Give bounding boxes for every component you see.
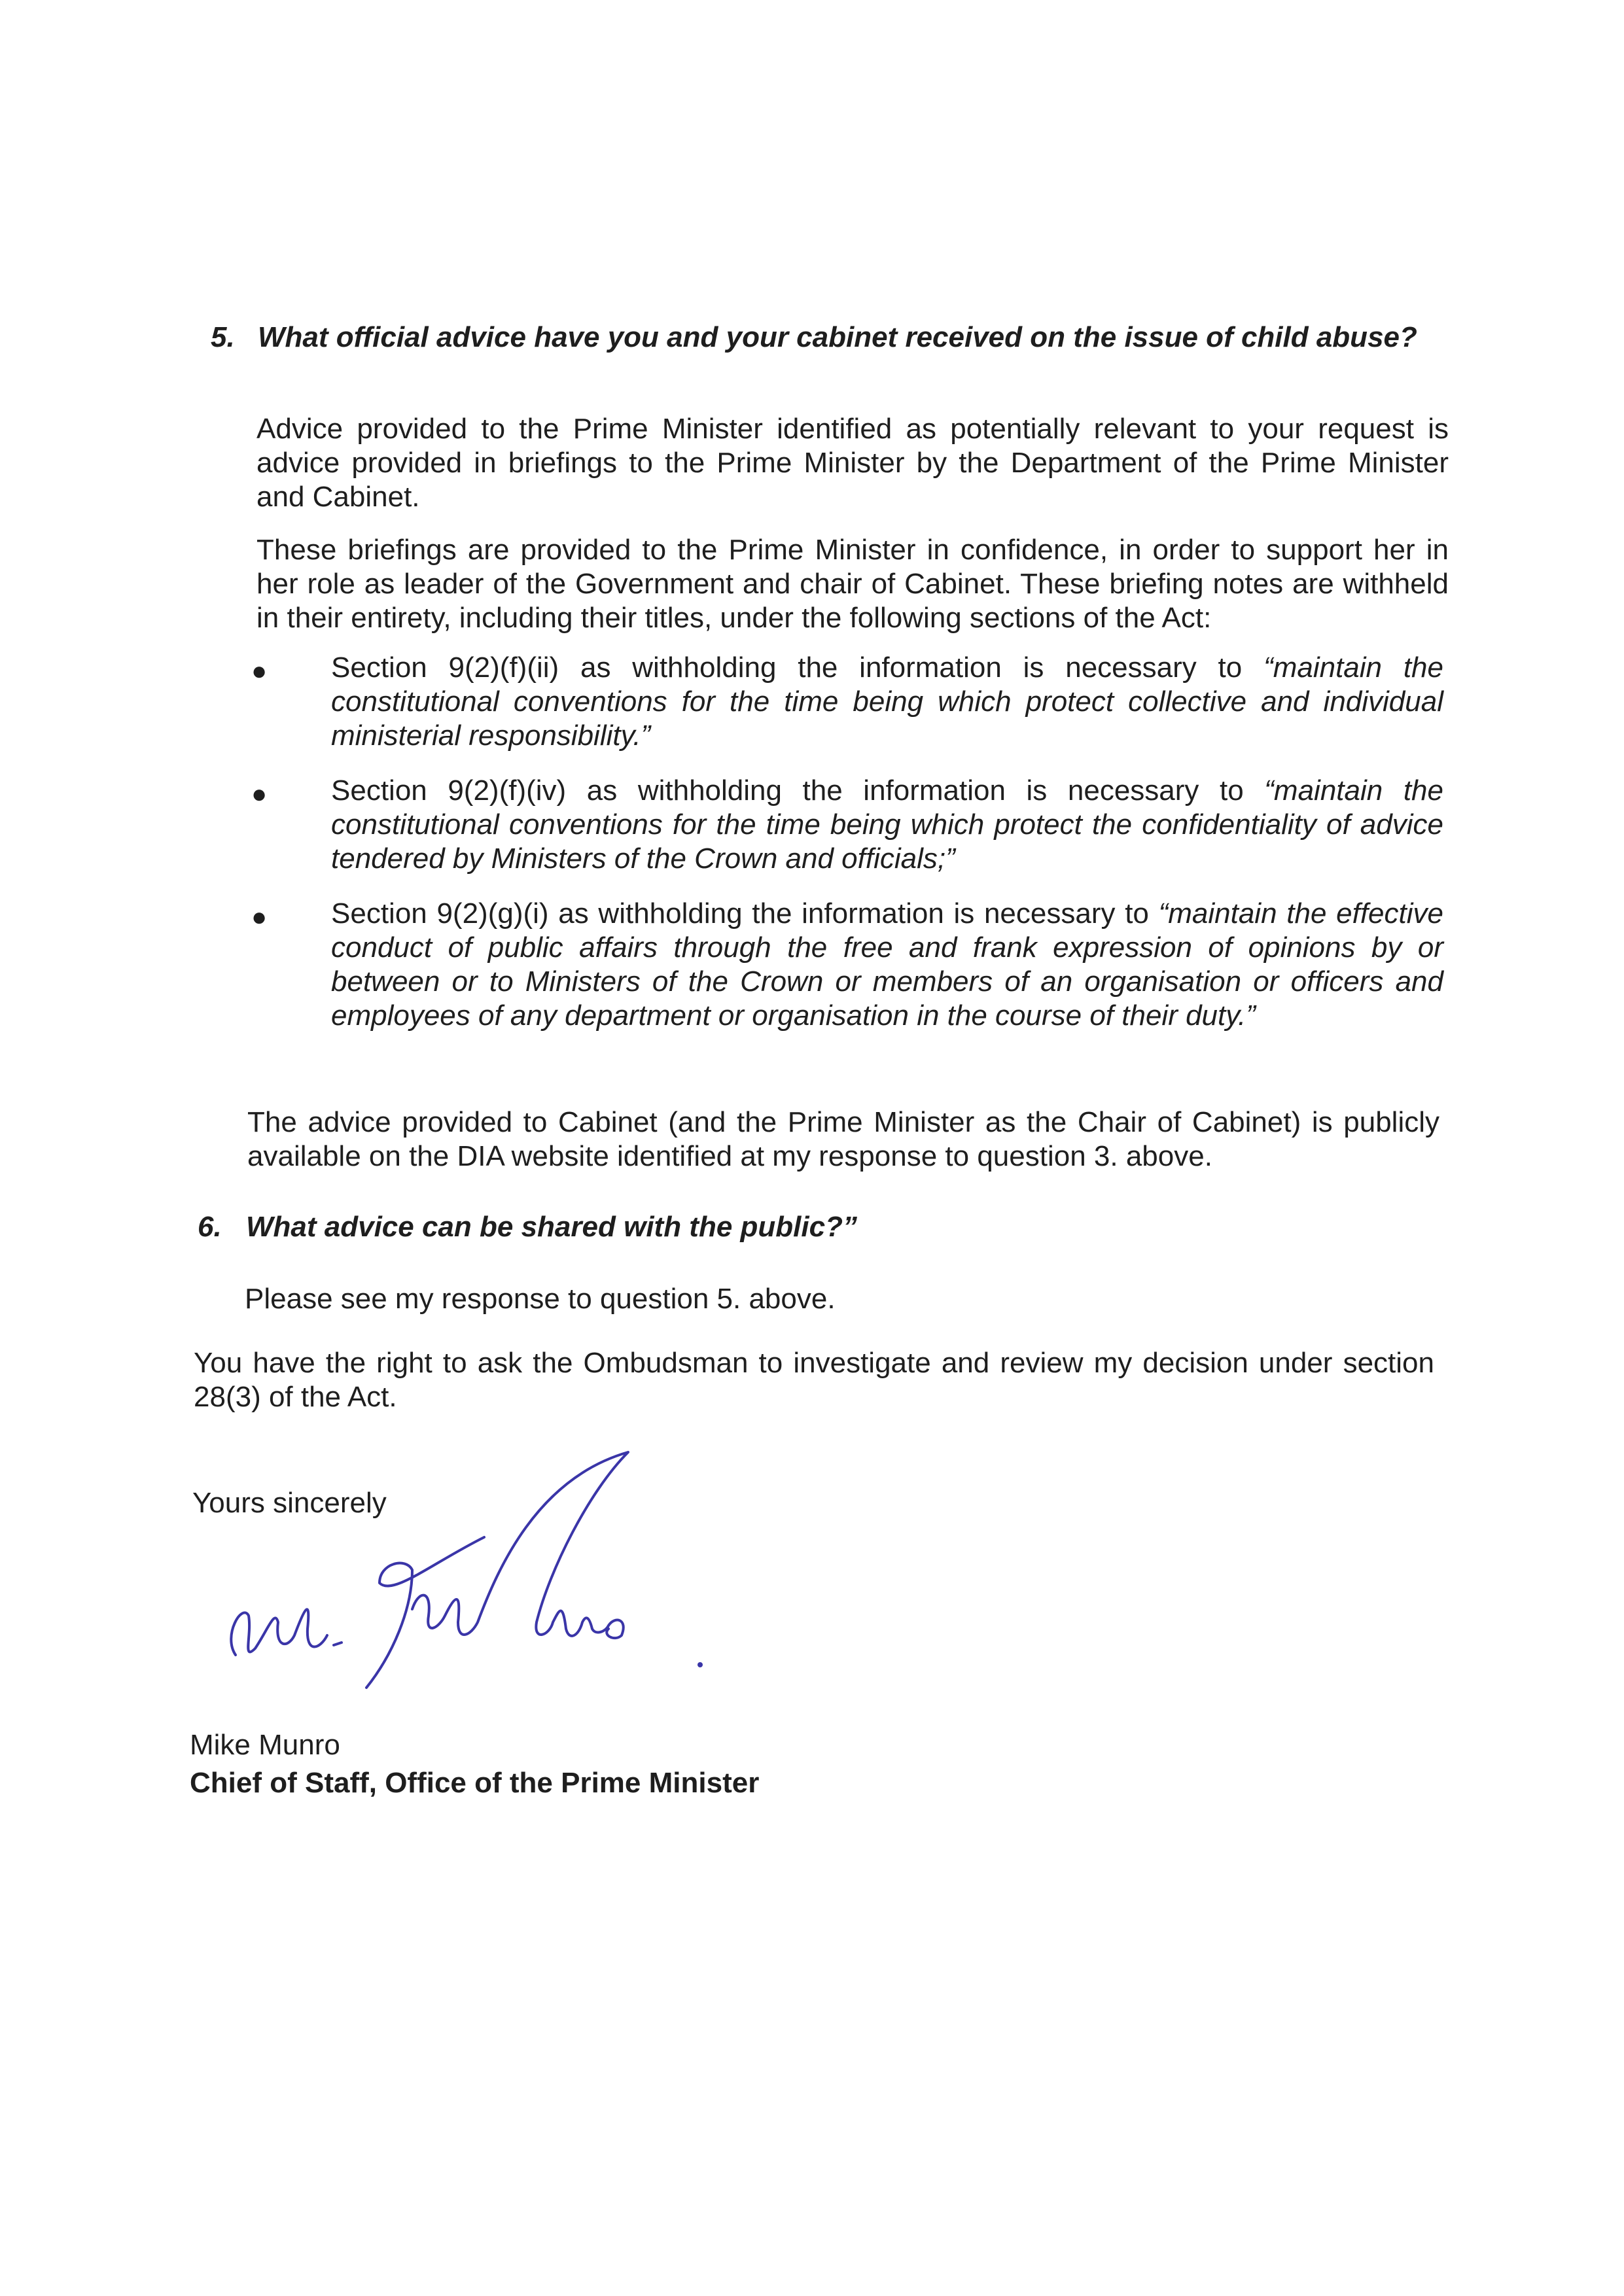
signature xyxy=(196,1439,720,1722)
question-number: 5. xyxy=(211,321,235,353)
signatory-name: Mike Munro xyxy=(190,1729,340,1761)
closing: Yours sincerely xyxy=(192,1487,387,1519)
list-item xyxy=(331,897,1443,1033)
bullet-icon: ● xyxy=(251,780,268,809)
list-item xyxy=(331,651,1443,753)
quote: “maintain the effective conduct of public affairs through the free and frank expression of opinions by or between or to Ministers of the Crown or members of an organisation or officers and employees of any department or organisation in the course of their duty.” xyxy=(331,897,1443,1032)
question-heading: What official advice have you and your cabinet received on the issue of child abuse? xyxy=(258,321,1417,353)
section-text: Section 9(2)(g)(i) as withholding the information is necessary to xyxy=(331,897,1159,930)
quote: “maintain the constitutional conventions for the time being which protect the confidentiality of advice tendered by Ministers of the Crown and officials;” xyxy=(331,774,1443,875)
quote: “maintain the constitutional conventions for the time being which protect collective and individual ministerial responsibility.” xyxy=(331,652,1443,752)
question-heading: What advice can be shared with the public?” xyxy=(246,1211,857,1243)
paragraph: Please see my response to question 5. above. xyxy=(245,1283,836,1315)
section-text: Section 9(2)(f)(iv) as withholding the information is necessary to xyxy=(331,774,1265,807)
signatory-title: Chief of Staff, Office of the Prime Minister xyxy=(190,1767,760,1799)
bullet-icon: ● xyxy=(251,657,268,686)
section-text: Section 9(2)(f)(ii) as withholding the information is necessary to xyxy=(331,652,1264,684)
bullet-icon: ● xyxy=(251,903,268,931)
ombudsman-paragraph: You have the right to ask the Ombudsman to investigate and review my decision under section 28(3) of the Act. xyxy=(194,1347,1434,1413)
question-number: 6. xyxy=(198,1211,222,1243)
paragraph: These briefings are provided to the Prime Minister in confidence, in order to support her in her role as leader of the Government and chair of Cabinet. These briefing notes are withheld in their entirety, including their titles, under the following sections of the Act: xyxy=(256,534,1449,634)
paragraph: Advice provided to the Prime Minister identified as potentially relevant to your request is advice provided in briefings to the Prime Minister by the Department of the Prime Minister and Cabinet. xyxy=(256,413,1449,513)
paragraph: The advice provided to Cabinet (and the Prime Minister as the Chair of Cabinet) is publicly available on the DIA website identified at my response to question 3. above. xyxy=(247,1106,1439,1172)
list-item xyxy=(331,774,1443,876)
